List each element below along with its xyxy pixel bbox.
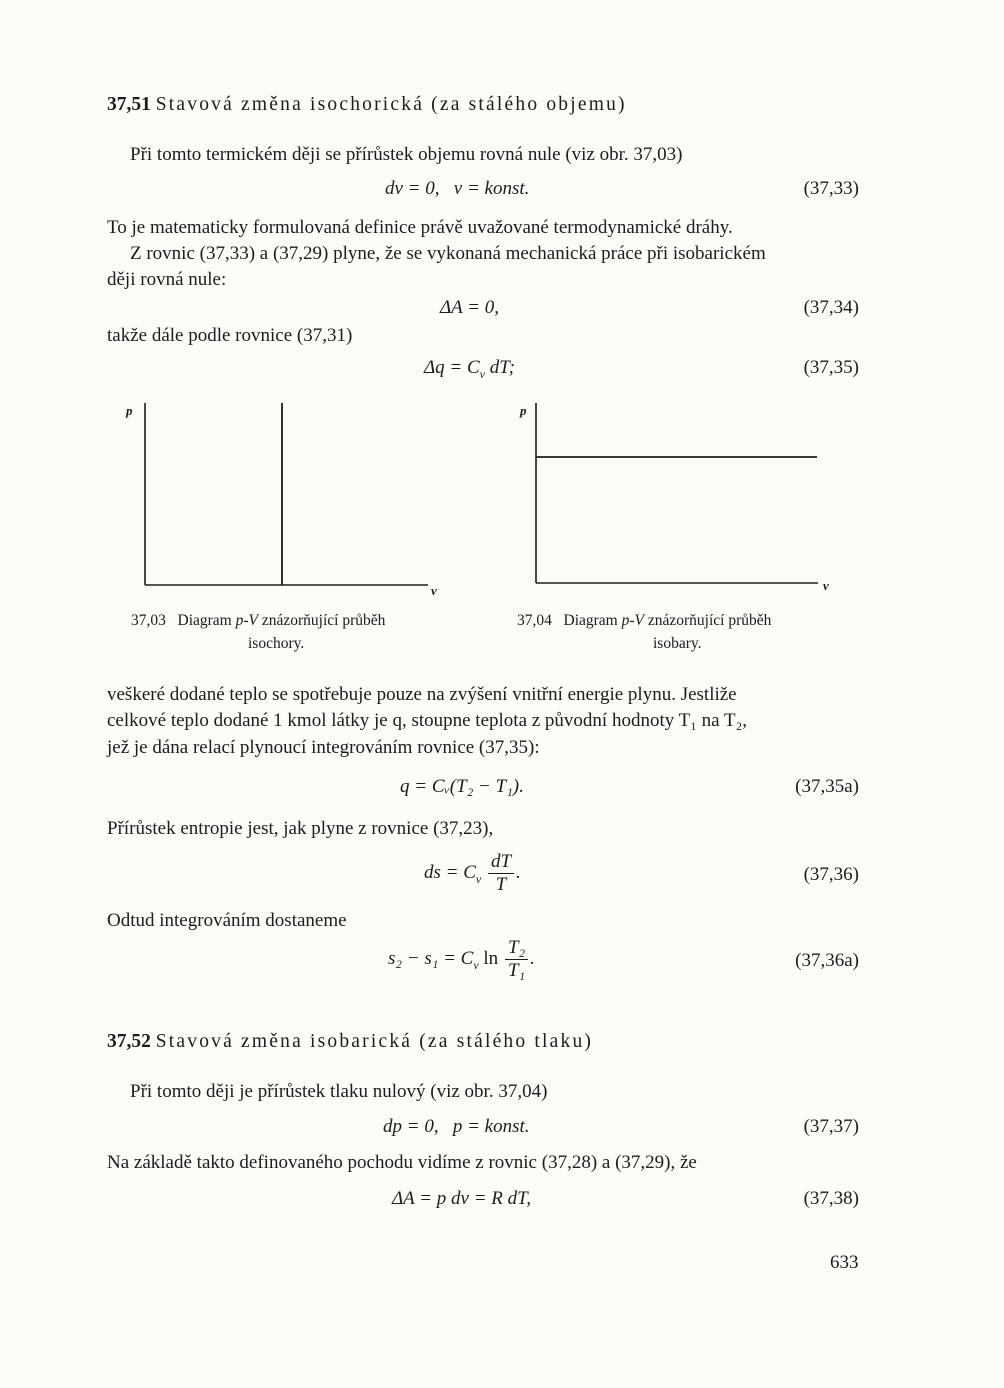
equation-37-36: ds = $C_v$ $\frac{dT}{T}$ . <box>424 851 521 895</box>
paragraph-line: Odtud integrováním dostaneme <box>107 910 347 931</box>
p-axis-label: p <box>520 403 527 418</box>
paragraph-line: jež je dána relací plynoucí integrováním rovnice (37,35): <box>107 737 540 758</box>
figure-caption: 37,03 Diagram p-V znázorňující průběh <box>131 612 386 629</box>
equation-37-33: dv = 0, v = konst. <box>385 178 530 199</box>
p-axis-label: p <box>126 403 133 418</box>
figure-caption-cont: isochory. <box>248 635 305 652</box>
paragraph-line: ději rovná nule: <box>107 269 227 290</box>
equation-37-36a: $s_2 - s_1 = C_v$ ln $\frac{\text{T₂}}{\text{T₁}}$ . <box>388 937 535 981</box>
equation-number: (37,37) <box>803 1116 859 1137</box>
equation-37-37: dp = 0, p = konst. <box>383 1116 530 1137</box>
paragraph-line: veškeré dodané teplo se spotřebuje pouze na zvýšení vnitřní energie plynu. Jestliže <box>107 684 737 705</box>
paragraph-line: Z rovnic (37,33) a (37,29) plyne, že se vykonaná mechanická práce při isobarickém <box>130 243 766 264</box>
section-title: Stavová změna isochorická (za stálého objemu) <box>155 94 627 115</box>
equation-number: (37,36a) <box>795 950 859 971</box>
section-heading-37-51 <box>107 94 627 116</box>
section-number: 37,51 <box>107 94 151 115</box>
page-number: 633 <box>830 1252 859 1273</box>
v-axis-label: v <box>823 578 829 593</box>
section-title: Stavová změna isobarická (za stálého tlaku) <box>155 1031 594 1052</box>
paragraph-line: Při tomto ději je přírůstek tlaku nulový (viz obr. 37,04) <box>130 1081 548 1102</box>
paragraph-line: Přírůstek entropie jest, jak plyne z rovnice (37,23), <box>107 818 494 839</box>
paragraph-line: To je matematicky formulovaná definice právě uvažované termodynamické dráhy. <box>107 217 733 238</box>
section-heading-37-52 <box>107 1031 593 1053</box>
paragraph-line: Při tomto termickém ději se přírůstek objemu rovná nule (viz obr. 37,03) <box>130 144 683 165</box>
equation-number: (37,34) <box>803 297 859 318</box>
equation-number: (37,35) <box>803 357 859 378</box>
section-number: 37,52 <box>107 1031 151 1052</box>
equation-number: (37,38) <box>803 1188 859 1209</box>
figure-caption: 37,04 Diagram p-V znázorňující průběh <box>517 612 772 629</box>
paragraph-line: takže dále podle rovnice (37,31) <box>107 325 353 346</box>
paragraph-line: Na základě takto definovaného pochodu vidíme z rovnic (37,28) a (37,29), že <box>107 1152 697 1173</box>
isobar-diagram <box>520 395 830 605</box>
v-axis-label: v <box>431 583 437 598</box>
equation-number: (37,35a) <box>795 776 859 797</box>
paragraph-line: celkové teplo dodané 1 kmol látky je q, stoupne teplota z původní hodnoty T₁ na T₂, <box>107 710 747 731</box>
equation-37-38: ΔA = p dv = R dT, <box>392 1188 532 1209</box>
equation-37-35a: q = Cᵥ(T₂ − T₁). <box>400 776 524 797</box>
isochore-diagram <box>125 395 445 605</box>
figure-caption-cont: isobary. <box>653 635 702 652</box>
equation-number: (37,36) <box>803 864 859 885</box>
equation-37-35: $\Delta q = C_v$ dT; <box>424 357 515 381</box>
equation-37-34: ΔA = 0, <box>440 297 499 318</box>
equation-number: (37,33) <box>803 178 859 199</box>
